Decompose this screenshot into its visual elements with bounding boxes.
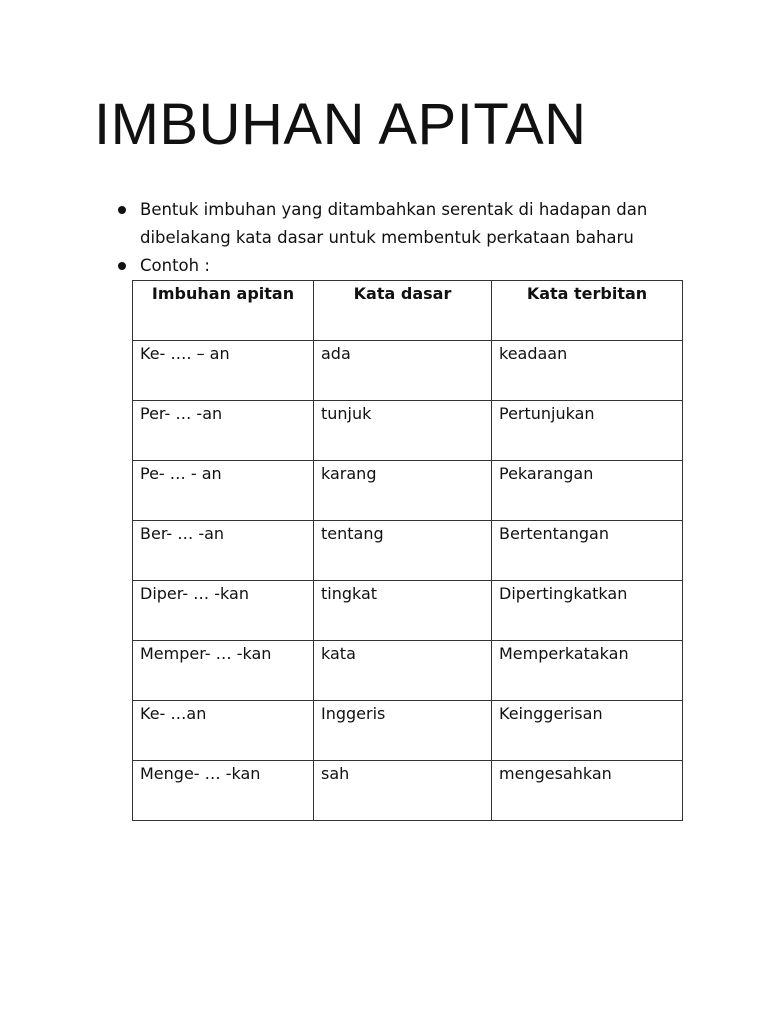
root-word-cell: ada (314, 341, 492, 401)
root-word-cell: sah (314, 761, 492, 821)
bullet-icon (118, 206, 126, 214)
derived-word-cell: Pekarangan (492, 461, 683, 521)
table-row (133, 521, 683, 581)
affix-cell: Ber- … -an (133, 521, 314, 581)
bullet-text: Bentuk imbuhan yang ditambahkan serentak di hadapan dan dibelakang kata dasar untuk membentuk perkataan baharu (140, 200, 648, 247)
derived-word-cell: keadaan (492, 341, 683, 401)
table-row (133, 641, 683, 701)
table-row (133, 761, 683, 821)
root-word-cell: Inggeris (314, 701, 492, 761)
header-kata-dasar: Kata dasar (314, 281, 492, 341)
affix-cell: Pe- … - an (133, 461, 314, 521)
derived-word-cell: Bertentangan (492, 521, 683, 581)
root-word-cell: karang (314, 461, 492, 521)
derived-word-cell: Memperkatakan (492, 641, 683, 701)
affix-cell: Ke- …an (133, 701, 314, 761)
derived-word-cell: Dipertingkatkan (492, 581, 683, 641)
table-header-row (133, 281, 683, 341)
derived-word-cell: Pertunjukan (492, 401, 683, 461)
table-row (133, 401, 683, 461)
affix-cell: Ke- …. – an (133, 341, 314, 401)
root-word-cell: kata (314, 641, 492, 701)
table-row (133, 461, 683, 521)
derived-word-cell: mengesahkan (492, 761, 683, 821)
bullet-list (110, 196, 700, 280)
table-row (133, 701, 683, 761)
derived-word-cell: Keinggerisan (492, 701, 683, 761)
header-imbuhan-apitan: Imbuhan apitan (133, 281, 314, 341)
affix-cell: Per- … -an (133, 401, 314, 461)
affix-cell: Memper- … -kan (133, 641, 314, 701)
example-table (132, 280, 683, 821)
table-row (133, 341, 683, 401)
bullet-text: Contoh : (140, 256, 210, 275)
root-word-cell: tentang (314, 521, 492, 581)
affix-cell: Menge- … -kan (133, 761, 314, 821)
bullet-icon (118, 262, 126, 270)
table-row (133, 581, 683, 641)
root-word-cell: tingkat (314, 581, 492, 641)
header-kata-terbitan: Kata terbitan (492, 281, 683, 341)
example-table-container (132, 280, 682, 821)
page-title: IMBUHAN APITAN (94, 92, 587, 157)
bullet-item-example (110, 252, 700, 280)
affix-cell: Diper- … -kan (133, 581, 314, 641)
root-word-cell: tunjuk (314, 401, 492, 461)
bullet-item-definition (110, 196, 700, 252)
